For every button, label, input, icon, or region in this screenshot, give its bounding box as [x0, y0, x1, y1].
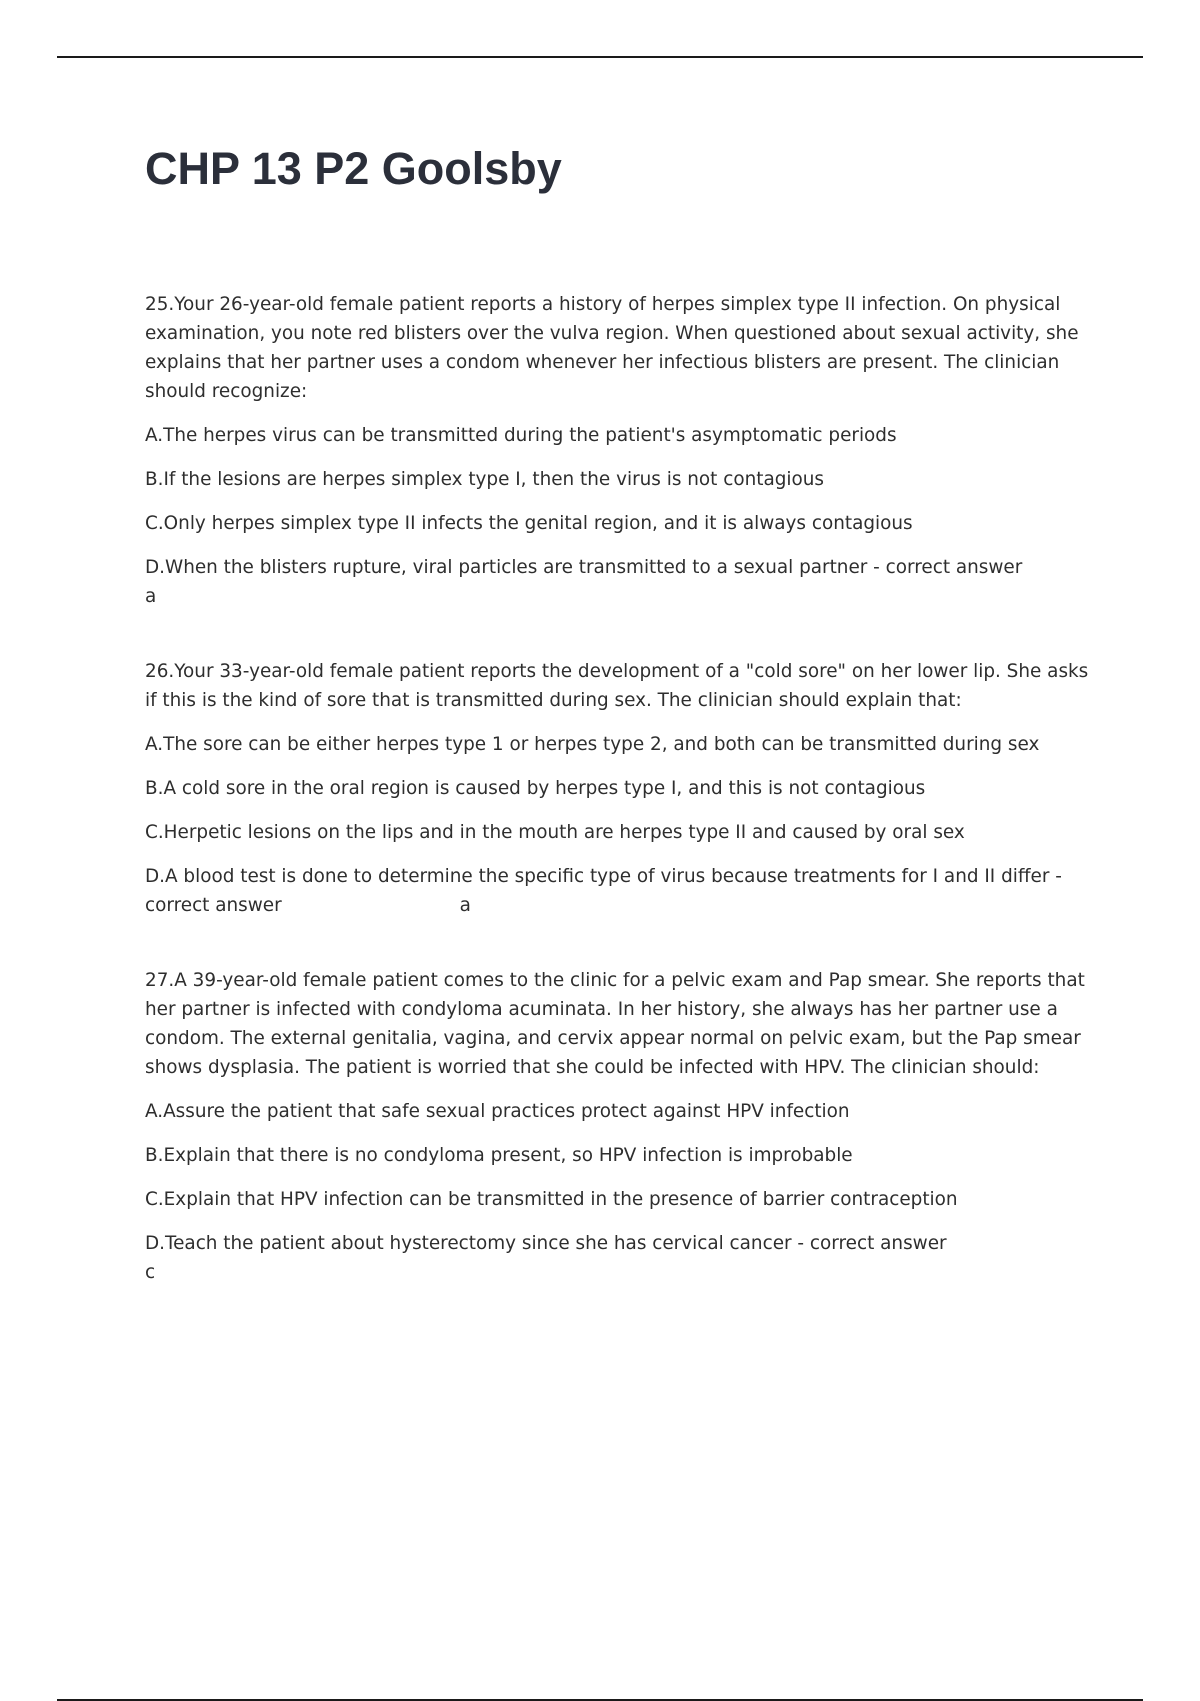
option-d — [145, 553, 1095, 611]
option-c: C.Explain that HPV infection can be transmitted in the presence of barrier contraception — [145, 1189, 958, 1210]
question-stem: 25.Your 26-year-old female patient reports a history of herpes simplex type II infection. On physical examination, you note red blisters over the vulva region. When questioned about sexual activity, she explains that her partner uses a condom whenever her infectious blisters are present. The clinician should recognize: — [145, 294, 1079, 402]
answer — [145, 582, 1095, 611]
option-a: A.The herpes virus can be transmitted during the patient's asymptomatic periods — [145, 425, 897, 446]
answer-letter: a — [459, 895, 471, 916]
question-stem: 27.A 39-year-old female patient comes to the clinic for a pelvic exam and Pap smear. She reports that her partner is infected with condyloma acuminata. In her history, she always has her partner use a condom. The external genitalia, vagina, and cervix appear normal on pelvic exam, but the Pap smear shows dysplasia. The patient is worried that she could be infected with HPV. The clinician should: — [145, 970, 1085, 1078]
answer — [145, 1258, 1095, 1287]
option-c: C.Herpetic lesions on the lips and in the mouth are herpes type II and caused by oral sex — [145, 822, 965, 843]
option-d — [145, 1229, 1095, 1287]
option-b: B.If the lesions are herpes simplex type I, then the virus is not contagious — [145, 469, 824, 490]
option-d-text: D.A blood test is done to determine the specific type of virus because treatments for I and II differ - correct answer — [145, 866, 1062, 916]
option-d — [145, 862, 1095, 920]
page-title: CHP 13 P2 Goolsby — [145, 143, 562, 194]
option-c: C.Only herpes simplex type II infects the genital region, and it is always contagious — [145, 513, 913, 534]
option-d-text: D.Teach the patient about hysterectomy since she has cervical cancer - correct answer — [145, 1233, 947, 1254]
question-27 — [145, 966, 1095, 1287]
answer-letter: a — [145, 586, 157, 607]
question-26 — [145, 657, 1095, 920]
top-rule — [57, 56, 1143, 58]
document-body — [145, 290, 1095, 1287]
question-25 — [145, 290, 1095, 611]
option-d-text: D.When the blisters rupture, viral particles are transmitted to a sexual partner - correct answer — [145, 557, 1023, 578]
question-stem: 26.Your 33-year-old female patient reports the development of a "cold sore" on her lower lip. She asks if this is the kind of sore that is transmitted during sex. The clinician should explain that: — [145, 661, 1089, 711]
option-a: A.Assure the patient that safe sexual practices protect against HPV infection — [145, 1101, 850, 1122]
option-a: A.The sore can be either herpes type 1 or herpes type 2, and both can be transmitted during sex — [145, 734, 1040, 755]
option-b: B.A cold sore in the oral region is caused by herpes type I, and this is not contagious — [145, 778, 926, 799]
answer-letter: c — [145, 1262, 156, 1283]
option-b: B.Explain that there is no condyloma present, so HPV infection is improbable — [145, 1145, 853, 1166]
